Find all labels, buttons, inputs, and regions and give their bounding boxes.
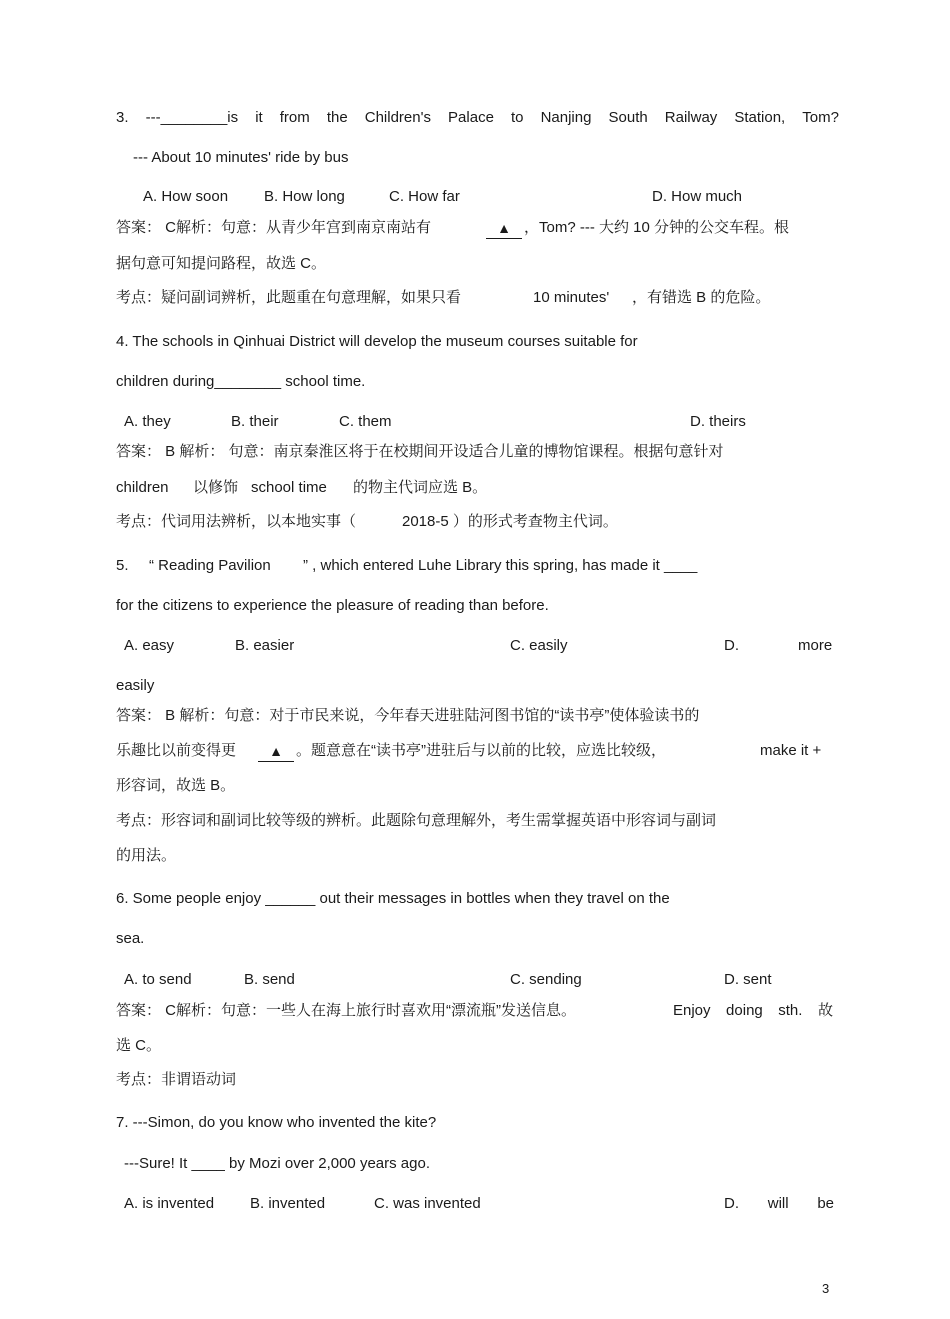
q7-option-d-word: will [767,1195,789,1212]
q6-option-c: C. sending [510,971,582,988]
q3-answer-line-1 [0,219,950,237]
q4-option-d: D. theirs [690,413,746,430]
q3-option-d: D. How much [652,188,743,205]
q5-key-point-line-1: 考点：形容词和副词比较等级的辨析。此题除句意理解外，考生需掌握英语中形容词与副词 [116,812,717,829]
q7-option-c: C. was invented [374,1195,481,1212]
q7-option-d [724,1195,834,1213]
q4-option-a: A. they [124,413,171,430]
q6-answer-phrase-word: 故 [817,1002,833,1019]
q4-answer-line-2 [0,479,950,497]
q3-stem-word: from [279,109,310,126]
q5-options [0,637,950,655]
q3-stem-word: Station, [734,109,786,126]
q3-stem-word: Palace [448,109,494,126]
q4-option-b: B. their [231,413,279,430]
q3-option-c: C. How far [389,188,460,205]
q5-answer-line-1: 答案： B 解析：句意：对于市民来说，今年春天进驻陆河图书馆的“读书亭”使体验读书的 [116,707,700,724]
q3-stem [116,109,839,127]
q6-key-point: 考点：非谓语动词 [116,1071,237,1088]
q5-quoted-title: “ Reading Pavilion [149,557,271,574]
q4-key-point [0,513,950,531]
q4-options [0,413,950,431]
q4-answer-text-end: 的物主代词应选 B。 [353,479,488,496]
q6-answer-text: 答案： C解析：句意：一些人在海上旅行时喜欢用“漂流瓶”发送信息。 [116,1002,576,1019]
q3-stem-word: ---________is [145,109,239,126]
q5-option-b: B. easier [235,637,295,654]
q3-stem-word: 3. [116,109,129,126]
q6-answer-line-2: 选 C。 [116,1037,162,1054]
q5-option-d-word: more [798,637,833,654]
q3-answer-text-cont: ，Tom? --- 大约 10 分钟的公交车程。根 [524,219,790,236]
q3-stem-word: South [608,109,648,126]
q6-stem-line-2: sea. [116,930,145,947]
q6-option-b: B. send [244,971,295,988]
q7-stem-line-1: 7. ---Simon, do you know who invented the kite? [116,1114,437,1131]
q3-stem-word: it [255,109,263,126]
q3-stem-word: Railway [664,109,718,126]
q6-answer-phrase-word: sth. [778,1002,803,1019]
q3-answer-text: 答案： C解析：句意：从青少年宫到南京南站有 [116,219,432,236]
q5-blank-marker [258,742,294,762]
q6-options [0,971,950,989]
q4-answer-phrase: school time [251,479,327,496]
q3-answer-line-2: 据句意可知提问路程，故选 C。 [116,255,327,272]
q4-answer-word-children: children [116,479,169,496]
q3-stem-word: to [510,109,524,126]
q4-answer-line-1: 答案： B 解析： 句意：南京秦淮区将于在校期间开设适合儿童的博物馆课程。根据句意针对 [116,443,724,460]
q5-option-a: A. easy [124,637,175,654]
q5-stem-text: ” , which entered Luhe Library this spring, has made it ____ [303,557,698,574]
q3-stem-word: Nanjing [540,109,592,126]
q3-option-b: B. How long [264,188,345,205]
q5-answer-phrase: make it + [760,742,822,759]
q3-point-end: ，有错选 B 的危险。 [632,289,771,306]
q4-option-c: C. them [339,413,392,430]
q5-option-d-label: D. [724,637,739,654]
q6-stem-line-1: 6. Some people enjoy ______ out their messages in bottles when they travel on the [116,890,670,907]
page-number: 3 [822,1281,830,1296]
q3-key-point [0,289,950,307]
triangle-icon: ▲ [269,743,283,759]
q3-stem-word: Tom? [802,109,839,126]
q5-stem-line-2: for the citizens to experience the pleasure of reading than before. [116,597,549,614]
q4-point-text: 考点：代词用法辨析，以本地实事（ [116,513,357,530]
q5-key-point-line-2: 的用法。 [116,847,177,864]
q6-option-d: D. sent [724,971,772,988]
q5-answer-text-cont: 。题意意在“读书亭”进驻后与以前的比较，应选比较级， [296,742,666,759]
q7-option-d-word: D. [724,1195,739,1212]
q6-answer-phrase [673,1002,833,1020]
q6-answer-phrase-word: doing [726,1002,763,1019]
q3-reply: --- About 10 minutes' ride by bus [133,149,349,166]
q7-option-d-word: be [817,1195,834,1212]
q3-point-text: 考点：疑问副词辨析，此题重在句意理解，如果只看 [116,289,462,306]
q4-answer-text: 以修饰 [193,479,239,496]
q5-answer-line-2 [0,742,950,760]
q5-answer-text: 乐趣比以前变得更 [116,742,237,759]
q3-stem-word: Children's [364,109,431,126]
q4-stem-line-2: children during________ school time. [116,373,366,390]
q5-stem-line-1 [0,557,950,575]
q5-number: 5. [116,557,129,574]
q3-options [0,188,950,206]
q7-option-a: A. is invented [124,1195,215,1212]
q3-blank-marker [486,219,522,239]
q7-stem-line-2: ---Sure! It ____ by Mozi over 2,000 years ago. [124,1155,430,1172]
q3-option-a: A. How soon [143,188,229,205]
q6-option-a: A. to send [124,971,192,988]
q3-point-quote: 10 minutes' [533,289,610,306]
q5-option-d-continued: easily [116,677,155,694]
q5-answer-line-3: 形容词，故选 B。 [116,777,236,794]
triangle-icon: ▲ [497,220,511,236]
q4-stem-line-1: 4. The schools in Qinhuai District will develop the museum courses suitable for [116,333,638,350]
q5-option-c: C. easily [510,637,568,654]
q3-stem-word: the [326,109,348,126]
q6-answer-phrase-word: Enjoy [673,1002,711,1019]
q4-point-end: 2018-5 ）的形式考查物主代词。 [402,513,618,530]
q7-option-b: B. invented [250,1195,326,1212]
